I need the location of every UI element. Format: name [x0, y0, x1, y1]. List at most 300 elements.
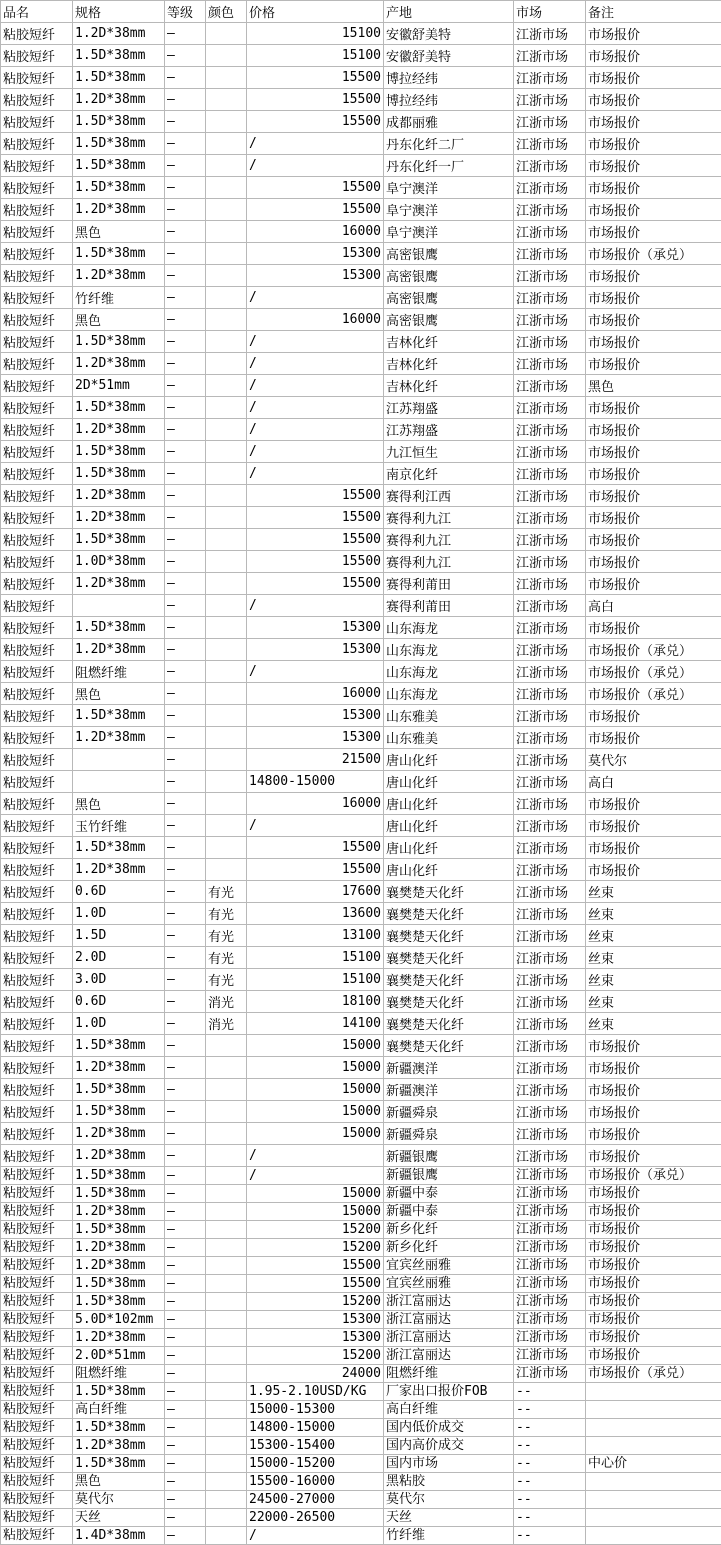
cell-note: 丝束: [586, 881, 721, 903]
cell-spec: 1.5D*38mm: [73, 67, 165, 89]
cell-note: [586, 1437, 721, 1455]
cell-market: 江浙市场: [514, 661, 586, 683]
cell-note: 市场报价（承兑）: [586, 243, 721, 265]
cell-product: 粘胶短纤: [1, 441, 73, 463]
cell-price: /: [247, 287, 384, 309]
cell-color: 有光: [206, 881, 247, 903]
cell-price: 15000: [247, 1185, 384, 1203]
cell-spec: 1.2D*38mm: [73, 1257, 165, 1275]
cell-product: 粘胶短纤: [1, 177, 73, 199]
cell-note: 市场报价: [586, 815, 721, 837]
cell-grade: —: [165, 397, 206, 419]
cell-note: [586, 1509, 721, 1527]
table-row: [1, 793, 721, 815]
cell-color: [206, 1311, 247, 1329]
cell-market: --: [514, 1509, 586, 1527]
cell-market: 江浙市场: [514, 727, 586, 749]
cell-color: [206, 67, 247, 89]
cell-origin: 九江恒生: [384, 441, 514, 463]
cell-origin: 阻燃纤维: [384, 1365, 514, 1383]
cell-origin: 高密银鹰: [384, 309, 514, 331]
cell-price: 15500: [247, 529, 384, 551]
cell-color: [206, 1491, 247, 1509]
cell-product: 粘胶短纤: [1, 1455, 73, 1473]
cell-color: [206, 45, 247, 67]
cell-market: 江浙市场: [514, 1185, 586, 1203]
cell-spec: 2.0D*51mm: [73, 1347, 165, 1365]
cell-product: 粘胶短纤: [1, 969, 73, 991]
cell-color: [206, 551, 247, 573]
table-row: [1, 1057, 721, 1079]
cell-grade: —: [165, 133, 206, 155]
cell-product: 粘胶短纤: [1, 551, 73, 573]
cell-note: 市场报价: [586, 1239, 721, 1257]
cell-grade: —: [165, 1509, 206, 1527]
cell-market: 江浙市场: [514, 265, 586, 287]
cell-market: 江浙市场: [514, 177, 586, 199]
cell-price: /: [247, 661, 384, 683]
cell-spec: 1.2D*38mm: [73, 485, 165, 507]
cell-product: 粘胶短纤: [1, 903, 73, 925]
table-row: [1, 705, 721, 727]
cell-color: [206, 1145, 247, 1167]
cell-grade: —: [165, 1437, 206, 1455]
table-row: [1, 45, 721, 67]
cell-price: 15000: [247, 1123, 384, 1145]
cell-grade: —: [165, 243, 206, 265]
cell-price: 15100: [247, 45, 384, 67]
cell-price: /: [247, 595, 384, 617]
cell-color: [206, 199, 247, 221]
cell-market: --: [514, 1437, 586, 1455]
cell-product: 粘胶短纤: [1, 661, 73, 683]
cell-origin: 莫代尔: [384, 1491, 514, 1509]
cell-spec: 1.2D*38mm: [73, 265, 165, 287]
cell-market: 江浙市场: [514, 133, 586, 155]
cell-color: [206, 1383, 247, 1401]
cell-grade: —: [165, 199, 206, 221]
cell-grade: —: [165, 1491, 206, 1509]
cell-note: [586, 1527, 721, 1545]
cell-color: 有光: [206, 925, 247, 947]
cell-note: 市场报价: [586, 111, 721, 133]
cell-spec: 1.5D*38mm: [73, 1079, 165, 1101]
cell-origin: 天丝: [384, 1509, 514, 1527]
table-row: [1, 111, 721, 133]
cell-price: 15300: [247, 705, 384, 727]
cell-note: 市场报价: [586, 617, 721, 639]
cell-color: [206, 1401, 247, 1419]
cell-grade: —: [165, 1311, 206, 1329]
table-row: [1, 1203, 721, 1221]
cell-color: [206, 1185, 247, 1203]
cell-grade: —: [165, 265, 206, 287]
cell-spec: 1.5D*38mm: [73, 111, 165, 133]
cell-color: [206, 243, 247, 265]
cell-product: 粘胶短纤: [1, 1123, 73, 1145]
cell-note: 市场报价: [586, 287, 721, 309]
cell-price: 15300: [247, 727, 384, 749]
cell-market: 江浙市场: [514, 991, 586, 1013]
cell-price: 15500: [247, 199, 384, 221]
cell-origin: 新疆中泰: [384, 1203, 514, 1221]
cell-price: /: [247, 375, 384, 397]
cell-note: 丝束: [586, 903, 721, 925]
cell-spec: 1.0D*38mm: [73, 551, 165, 573]
cell-product: 粘胶短纤: [1, 595, 73, 617]
cell-product: 粘胶短纤: [1, 1491, 73, 1509]
cell-product: 粘胶短纤: [1, 1347, 73, 1365]
cell-grade: —: [165, 463, 206, 485]
cell-price: 15300: [247, 243, 384, 265]
cell-color: [206, 353, 247, 375]
cell-origin: 襄樊楚天化纤: [384, 881, 514, 903]
cell-note: [586, 1473, 721, 1491]
cell-note: 市场报价: [586, 199, 721, 221]
header-row: [1, 1, 721, 23]
cell-grade: —: [165, 749, 206, 771]
cell-note: 市场报价: [586, 397, 721, 419]
cell-note: 市场报价（承兑）: [586, 1365, 721, 1383]
cell-grade: —: [165, 353, 206, 375]
cell-note: 市场报价: [586, 265, 721, 287]
cell-note: [586, 1383, 721, 1401]
cell-grade: —: [165, 925, 206, 947]
cell-product: 粘胶短纤: [1, 925, 73, 947]
table-row: [1, 749, 721, 771]
cell-color: [206, 815, 247, 837]
cell-grade: —: [165, 1035, 206, 1057]
cell-price: 15300: [247, 617, 384, 639]
table-row: [1, 1221, 721, 1239]
cell-price: 15200: [247, 1347, 384, 1365]
cell-note: 市场报价: [586, 89, 721, 111]
cell-product: 粘胶短纤: [1, 1509, 73, 1527]
cell-origin: 浙江富丽达: [384, 1347, 514, 1365]
cell-grade: —: [165, 815, 206, 837]
cell-note: 市场报价: [586, 837, 721, 859]
table-row: [1, 419, 721, 441]
cell-product: 粘胶短纤: [1, 1013, 73, 1035]
cell-spec: 1.5D*38mm: [73, 397, 165, 419]
cell-color: 有光: [206, 969, 247, 991]
cell-origin: 丹东化纤一厂: [384, 155, 514, 177]
cell-market: 江浙市场: [514, 705, 586, 727]
cell-spec: 1.5D*38mm: [73, 1383, 165, 1401]
cell-color: [206, 463, 247, 485]
table-row: [1, 639, 721, 661]
cell-product: 粘胶短纤: [1, 837, 73, 859]
cell-market: --: [514, 1491, 586, 1509]
cell-price: 15300: [247, 1329, 384, 1347]
cell-price: 15200: [247, 1293, 384, 1311]
cell-market: 江浙市场: [514, 881, 586, 903]
cell-color: [206, 661, 247, 683]
cell-product: 粘胶短纤: [1, 1185, 73, 1203]
cell-note: 市场报价: [586, 573, 721, 595]
table-row: [1, 133, 721, 155]
cell-origin: 新疆银鹰: [384, 1145, 514, 1167]
cell-price: 15000: [247, 1203, 384, 1221]
cell-product: 粘胶短纤: [1, 1383, 73, 1401]
cell-spec: 1.5D*38mm: [73, 1275, 165, 1293]
cell-grade: —: [165, 1455, 206, 1473]
cell-note: 丝束: [586, 991, 721, 1013]
cell-price: 15000: [247, 1079, 384, 1101]
cell-product: 粘胶短纤: [1, 1419, 73, 1437]
cell-market: 江浙市场: [514, 111, 586, 133]
cell-market: 江浙市场: [514, 397, 586, 419]
cell-price: 15100: [247, 23, 384, 45]
cell-color: [206, 727, 247, 749]
cell-market: 江浙市场: [514, 419, 586, 441]
cell-market: 江浙市场: [514, 1329, 586, 1347]
cell-note: 市场报价: [586, 1057, 721, 1079]
cell-origin: 黑粘胶: [384, 1473, 514, 1491]
cell-origin: 国内低价成交: [384, 1419, 514, 1437]
cell-color: [206, 793, 247, 815]
cell-price: 15000: [247, 1035, 384, 1057]
cell-note: 市场报价: [586, 793, 721, 815]
cell-grade: —: [165, 1057, 206, 1079]
cell-product: 粘胶短纤: [1, 89, 73, 111]
cell-price: 15500-16000: [247, 1473, 384, 1491]
cell-product: 粘胶短纤: [1, 1293, 73, 1311]
cell-grade: —: [165, 221, 206, 243]
cell-market: --: [514, 1383, 586, 1401]
cell-market: 江浙市场: [514, 947, 586, 969]
cell-price: /: [247, 155, 384, 177]
cell-price: 14800-15000: [247, 771, 384, 793]
cell-spec: 1.2D*38mm: [73, 353, 165, 375]
cell-spec: 黑色: [73, 309, 165, 331]
cell-product: 粘胶短纤: [1, 155, 73, 177]
cell-product: 粘胶短纤: [1, 1473, 73, 1491]
cell-note: 市场报价: [586, 177, 721, 199]
cell-price: 15200: [247, 1239, 384, 1257]
table-row: [1, 1509, 721, 1527]
cell-product: 粘胶短纤: [1, 485, 73, 507]
cell-grade: —: [165, 705, 206, 727]
cell-note: 高白: [586, 771, 721, 793]
cell-product: 粘胶短纤: [1, 793, 73, 815]
cell-price: 15500: [247, 507, 384, 529]
cell-market: 江浙市场: [514, 67, 586, 89]
cell-grade: —: [165, 441, 206, 463]
cell-product: 粘胶短纤: [1, 1203, 73, 1221]
cell-product: 粘胶短纤: [1, 463, 73, 485]
cell-origin: 吉林化纤: [384, 375, 514, 397]
cell-spec: 黑色: [73, 793, 165, 815]
cell-grade: —: [165, 1079, 206, 1101]
cell-spec: 5.0D*102mm: [73, 1311, 165, 1329]
cell-price: /: [247, 441, 384, 463]
cell-product: 粘胶短纤: [1, 375, 73, 397]
table-row: [1, 23, 721, 45]
header-spec: 规格: [73, 1, 165, 23]
cell-grade: —: [165, 45, 206, 67]
cell-spec: 1.2D*38mm: [73, 727, 165, 749]
table-row: [1, 177, 721, 199]
cell-product: 粘胶短纤: [1, 859, 73, 881]
header-color: 颜色: [206, 1, 247, 23]
cell-grade: —: [165, 1275, 206, 1293]
cell-color: 有光: [206, 903, 247, 925]
cell-market: 江浙市场: [514, 1347, 586, 1365]
cell-market: 江浙市场: [514, 353, 586, 375]
cell-spec: 1.2D*38mm: [73, 1329, 165, 1347]
table-row: [1, 309, 721, 331]
cell-note: 市场报价: [586, 529, 721, 551]
cell-note: 市场报价: [586, 1257, 721, 1275]
cell-spec: 1.2D*38mm: [73, 419, 165, 441]
cell-origin: 浙江富丽达: [384, 1293, 514, 1311]
cell-price: /: [247, 419, 384, 441]
cell-market: 江浙市场: [514, 1239, 586, 1257]
cell-market: --: [514, 1455, 586, 1473]
cell-market: --: [514, 1473, 586, 1491]
cell-spec: 1.5D*38mm: [73, 1167, 165, 1185]
cell-note: 中心价: [586, 1455, 721, 1473]
cell-product: 粘胶短纤: [1, 1145, 73, 1167]
cell-origin: 襄樊楚天化纤: [384, 947, 514, 969]
cell-spec: 0.6D: [73, 881, 165, 903]
cell-market: --: [514, 1527, 586, 1545]
cell-price: 21500: [247, 749, 384, 771]
cell-grade: —: [165, 793, 206, 815]
cell-color: [206, 485, 247, 507]
cell-spec: 1.5D*38mm: [73, 1455, 165, 1473]
cell-price: 13600: [247, 903, 384, 925]
cell-grade: —: [165, 1203, 206, 1221]
cell-market: 江浙市场: [514, 45, 586, 67]
table-row: [1, 1257, 721, 1275]
cell-origin: 新乡化纤: [384, 1221, 514, 1239]
cell-spec: 1.5D*38mm: [73, 529, 165, 551]
table-row: [1, 573, 721, 595]
cell-market: 江浙市场: [514, 287, 586, 309]
cell-spec: 1.4D*38mm: [73, 1527, 165, 1545]
cell-origin: 国内高价成交: [384, 1437, 514, 1455]
table-row: [1, 1455, 721, 1473]
cell-spec: 1.2D*38mm: [73, 23, 165, 45]
cell-product: 粘胶短纤: [1, 1365, 73, 1383]
cell-note: 市场报价: [586, 1275, 721, 1293]
table-row: [1, 67, 721, 89]
cell-note: 市场报价: [586, 45, 721, 67]
cell-grade: —: [165, 331, 206, 353]
table-row: [1, 507, 721, 529]
header-origin: 产地: [384, 1, 514, 23]
cell-note: 市场报价（承兑）: [586, 1167, 721, 1185]
cell-market: 江浙市场: [514, 573, 586, 595]
cell-grade: —: [165, 1473, 206, 1491]
cell-spec: [73, 595, 165, 617]
cell-origin: 山东海龙: [384, 617, 514, 639]
cell-grade: —: [165, 485, 206, 507]
cell-grade: —: [165, 1419, 206, 1437]
cell-spec: 1.2D*38mm: [73, 507, 165, 529]
table-row: [1, 1185, 721, 1203]
table-row: [1, 881, 721, 903]
cell-spec: 1.5D*38mm: [73, 1101, 165, 1123]
cell-color: [206, 1347, 247, 1365]
cell-origin: 唐山化纤: [384, 837, 514, 859]
table-row: [1, 1275, 721, 1293]
cell-origin: 吉林化纤: [384, 353, 514, 375]
cell-note: 市场报价: [586, 1221, 721, 1239]
cell-price: 17600: [247, 881, 384, 903]
cell-color: [206, 1057, 247, 1079]
cell-grade: —: [165, 859, 206, 881]
cell-product: 粘胶短纤: [1, 1221, 73, 1239]
cell-price: 15500: [247, 111, 384, 133]
cell-note: 市场报价: [586, 1123, 721, 1145]
cell-market: 江浙市场: [514, 463, 586, 485]
cell-origin: 新乡化纤: [384, 1239, 514, 1257]
cell-origin: 国内市场: [384, 1455, 514, 1473]
cell-market: 江浙市场: [514, 1275, 586, 1293]
cell-grade: —: [165, 155, 206, 177]
cell-origin: 新疆澳洋: [384, 1057, 514, 1079]
cell-product: 粘胶短纤: [1, 1275, 73, 1293]
cell-origin: 赛得利九江: [384, 551, 514, 573]
cell-color: [206, 1203, 247, 1221]
cell-spec: 2.0D: [73, 947, 165, 969]
cell-spec: 1.5D*38mm: [73, 1185, 165, 1203]
cell-price: 15500: [247, 89, 384, 111]
table-row: [1, 947, 721, 969]
cell-product: 粘胶短纤: [1, 1311, 73, 1329]
cell-spec: 1.2D*38mm: [73, 859, 165, 881]
cell-note: 市场报价: [586, 727, 721, 749]
cell-spec: 黑色: [73, 1473, 165, 1491]
table-row: [1, 1491, 721, 1509]
cell-grade: —: [165, 309, 206, 331]
cell-product: 粘胶短纤: [1, 683, 73, 705]
cell-grade: —: [165, 727, 206, 749]
cell-grade: —: [165, 529, 206, 551]
cell-price: 15500: [247, 573, 384, 595]
cell-origin: 阜宁澳洋: [384, 177, 514, 199]
cell-note: 市场报价: [586, 1145, 721, 1167]
cell-spec: 莫代尔: [73, 1491, 165, 1509]
cell-note: 市场报价: [586, 441, 721, 463]
cell-origin: 新疆澳洋: [384, 1079, 514, 1101]
cell-market: 江浙市场: [514, 507, 586, 529]
cell-spec: 高白纤维: [73, 1401, 165, 1419]
table-row: [1, 1079, 721, 1101]
cell-origin: 唐山化纤: [384, 749, 514, 771]
cell-market: 江浙市场: [514, 749, 586, 771]
table-row: [1, 375, 721, 397]
cell-product: 粘胶短纤: [1, 111, 73, 133]
table-row: [1, 1013, 721, 1035]
cell-spec: 1.2D*38mm: [73, 1203, 165, 1221]
cell-color: [206, 771, 247, 793]
table-row: [1, 397, 721, 419]
cell-price: 15500: [247, 1257, 384, 1275]
cell-product: 粘胶短纤: [1, 265, 73, 287]
table-row: [1, 683, 721, 705]
cell-product: 粘胶短纤: [1, 1167, 73, 1185]
cell-product: 粘胶短纤: [1, 947, 73, 969]
cell-market: --: [514, 1401, 586, 1419]
cell-price: 14100: [247, 1013, 384, 1035]
cell-origin: 阜宁澳洋: [384, 221, 514, 243]
cell-market: 江浙市场: [514, 617, 586, 639]
cell-origin: 宜宾丝丽雅: [384, 1257, 514, 1275]
